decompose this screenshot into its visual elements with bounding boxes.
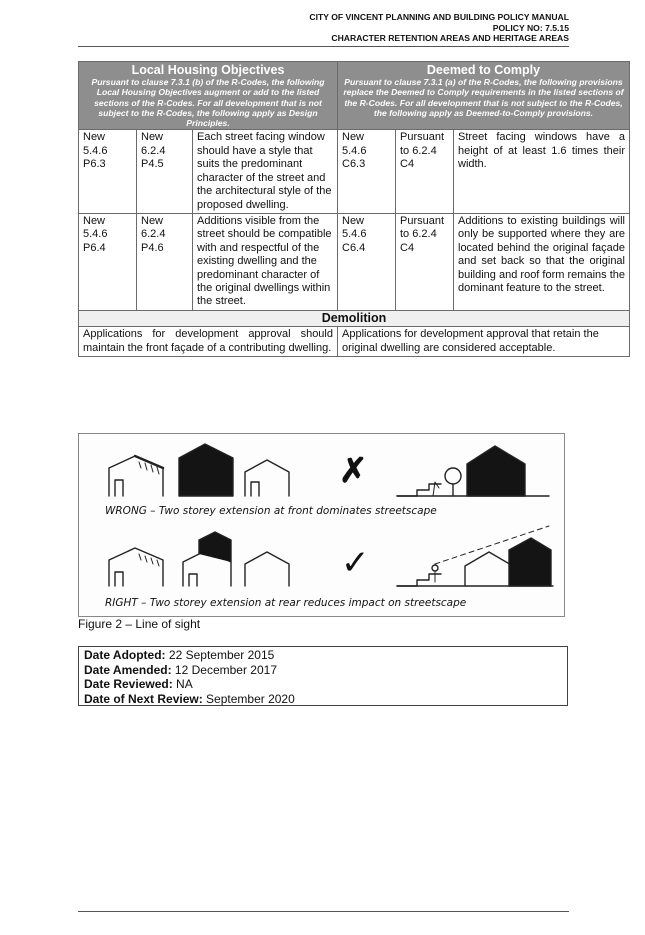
header-rule xyxy=(78,46,569,47)
sketch-illustration xyxy=(79,434,564,616)
house-icon xyxy=(109,456,163,496)
house-with-rear-extension-icon xyxy=(183,532,231,586)
dtc-provision: Street facing windows have a height of at least 1.6 times their width. xyxy=(454,130,630,213)
lho-objective: Each street facing window should have a style that suits the predominant character of the street and the architectural style of the proposed dwelling. xyxy=(193,130,338,213)
date-reviewed-label: Date Reviewed: xyxy=(84,677,173,691)
table-row xyxy=(79,130,630,213)
house-icon xyxy=(109,548,163,586)
lho-rcode: New 6.2.4 P4.5 xyxy=(137,130,193,213)
date-reviewed-line xyxy=(84,677,562,692)
dtc-clause: New 5.4.6 C6.4 xyxy=(338,213,396,310)
date-next-review-label: Date of Next Review: xyxy=(84,691,203,706)
local-housing-objectives-header xyxy=(79,62,338,130)
dtc-rcode: Pursuant to 6.2.4 C4 xyxy=(396,213,454,310)
left-subtitle: Pursuant to clause 7.3.1 (b) of the R-Codes, the following Local Housing Objectives augment or add to the listed sections of the R-Codes. For all development that is not subject to the R-Codes, the following apply as Design Principles. xyxy=(91,77,325,129)
header-policy-number: POLICY NO: 7.5.15 xyxy=(492,22,569,33)
figure-caption: Figure 2 – Line of sight xyxy=(78,617,201,631)
policy-table xyxy=(78,61,630,357)
date-next-review-line xyxy=(84,692,562,707)
lho-clause: New 5.4.6 P6.4 xyxy=(79,213,137,310)
check-mark-icon: ✓ xyxy=(341,543,370,583)
street-view-icon xyxy=(397,526,553,586)
dtc-rcode: Pursuant to 6.2.4 C4 xyxy=(396,130,454,213)
table-row xyxy=(79,213,630,310)
header-policy-name: CHARACTER RETENTION AREAS AND HERITAGE AREAS xyxy=(331,33,569,43)
line-of-sight-figure xyxy=(78,433,565,617)
lho-rcode: New 6.2.4 P4.6 xyxy=(137,213,193,310)
right-subtitle: Pursuant to clause 7.3.1 (a) of the R-Codes, the following provisions replace the Deemed to Comply requirements in the listed sections of the R-Codes. For all development that is not subject to the R-Codes, the following apply as Deemed-to-Comply provisions. xyxy=(343,77,624,118)
footer-rule xyxy=(78,911,569,912)
table-header-row xyxy=(79,62,630,130)
demolition-objective: Applications for development approval should maintain the front façade of a contributing dwelling. xyxy=(79,327,338,357)
date-adopted-value: 22 September 2015 xyxy=(168,648,275,662)
wrong-scene xyxy=(105,444,549,517)
date-next-review-value: September 2020 xyxy=(206,691,295,706)
date-amended-label: Date Amended: xyxy=(84,662,172,677)
lho-objective: Additions visible from the street should be compatible with and respectful of the existing dwelling and the predominant character of the original dwellings within the street. xyxy=(193,213,338,310)
right-label: RIGHT – Two storey extension at rear reduces impact on streetscape xyxy=(105,597,467,609)
right-scene xyxy=(105,526,553,609)
date-adopted-line xyxy=(84,648,562,663)
house-icon xyxy=(245,552,289,586)
date-amended-line xyxy=(84,663,562,678)
demolition-provision: Applications for development approval that retain the original dwelling are considered acceptable. xyxy=(338,327,630,357)
policy-dates-box xyxy=(78,646,568,706)
page-header xyxy=(309,12,569,44)
date-adopted-label: Date Adopted: xyxy=(84,648,166,662)
dtc-provision: Additions to existing buildings will only be supported where they are located behind the original façade and set back so that the original building and roof form remains the dominant feature to the street. xyxy=(454,213,630,310)
table-row xyxy=(79,327,630,357)
section-title-demolition: Demolition xyxy=(79,310,630,326)
house-icon xyxy=(245,460,289,496)
dtc-clause: New 5.4.6 C6.3 xyxy=(338,130,396,213)
two-storey-house-icon xyxy=(179,444,233,496)
deemed-to-comply-header xyxy=(338,62,630,130)
date-amended-value: 12 December 2017 xyxy=(174,662,277,677)
header-title: CITY OF VINCENT PLANNING AND BUILDING POLICY MANUAL xyxy=(309,12,569,22)
section-row xyxy=(79,310,630,326)
left-title: Local Housing Objectives xyxy=(131,63,285,77)
wrong-label: WRONG – Two storey extension at front dominates streetscape xyxy=(105,505,437,517)
right-title: Deemed to Comply xyxy=(426,63,541,77)
lho-clause: New 5.4.6 P6.3 xyxy=(79,130,137,213)
cross-mark-icon: ✗ xyxy=(339,452,368,490)
street-view-icon xyxy=(397,446,549,496)
date-reviewed-value: NA xyxy=(176,677,193,691)
